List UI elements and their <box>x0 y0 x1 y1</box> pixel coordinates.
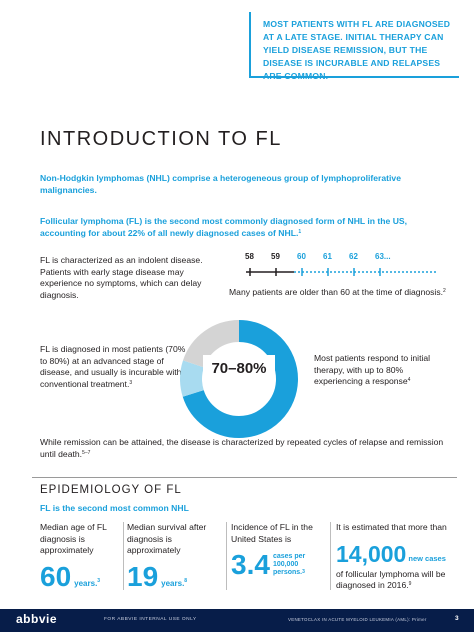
stat-incidence <box>231 522 323 579</box>
page-number: 3 <box>455 615 459 622</box>
stat-new-cases-text-after: of follicular lymphoma will be diagnosed in 2016.$^9$ <box>336 568 446 590</box>
stat-new-cases <box>336 522 458 592</box>
nhl-statement: Non-Hodgkin lymphomas (NHL) comprise a heterogeneous group of lymphoproliferative malignancies. <box>40 173 401 195</box>
key-message-callout <box>249 12 459 81</box>
stat-new-cases-unit: new cases <box>408 553 446 563</box>
stat-new-cases-text: It is estimated that more than <box>336 522 447 532</box>
stat-median-age-number: 60 <box>40 560 72 592</box>
stat-incidence-text: Incidence of FL in the United States is <box>231 522 313 544</box>
stat-column-divider <box>226 522 227 590</box>
abbvie-logo: abbvie <box>16 612 58 626</box>
age-tick-label: 58 <box>245 252 254 261</box>
stat-column-divider <box>123 522 124 590</box>
epidemiology-title: EPIDEMIOLOGY OF FL <box>40 484 182 496</box>
stat-median-survival-number: 19 <box>127 560 159 592</box>
age-tick-label: 61 <box>323 252 332 261</box>
age-tick-label: 63... <box>375 252 391 261</box>
stat-incidence-number: 3.4 <box>231 549 270 580</box>
footer <box>0 609 474 632</box>
donut-label: 70–80% <box>203 355 275 383</box>
stat-median-survival <box>127 522 219 591</box>
stat-column-divider <box>330 522 331 590</box>
stat-new-cases-number: 14,000 <box>336 540 407 567</box>
response-text: Most patients respond to initial therapy, with up to 80% experiencing a response$^4$ <box>314 353 431 386</box>
remission-ref: 5–7 <box>82 449 91 456</box>
footer-internal-note: FOR ABBVIE INTERNAL USE ONLY <box>104 617 197 622</box>
stat-incidence-unit: cases per 100,000 persons.$^3$ <box>272 553 306 576</box>
section-divider <box>32 477 457 478</box>
response-ref: 4 <box>407 377 411 383</box>
stat-median-age-unit: years.$^3$ <box>74 577 101 588</box>
age-tick-label: 62 <box>349 252 358 261</box>
age-scale <box>240 252 440 286</box>
stat-median-survival-text: Median survival after diagnosis is approximately <box>127 522 207 555</box>
stat-median-age-text: Median age of FL diagnosis is approximately <box>40 522 107 555</box>
page-title: INTRODUCTION TO FL <box>40 128 282 150</box>
footer-document-title: VENETOCLAX IN ACUTE MYELOID LEUKEMIA (AML): Primer <box>288 617 427 622</box>
age-text: Many patients are older than 60 at the time of diagnosis.$^2$ <box>229 287 446 297</box>
remission-text: While remission can be attained, the disease is characterized by repeated cycles of relapse and remission until death.$^{5-7}$ <box>40 437 444 459</box>
stat-median-age <box>40 522 122 591</box>
diagnosis-text: FL is diagnosed in most patients (70% to 80%) at an advanced stage of disease, and usually is incurable with conventional treatment.$^3$ <box>40 344 186 389</box>
age-tick-label: 60 <box>297 252 306 261</box>
callout-text: MOST PATIENTS WITH FL ARE DIAGNOSED AT A LATE STAGE. INITIAL THERAPY CAN YIELD DISEASE REMISSION, BUT THE DISEASE IS INCURABLE AND RELAPSES ARE COMMON. <box>263 19 451 81</box>
age-scale-line <box>240 252 440 286</box>
age-tick-label: 59 <box>271 252 280 261</box>
diagnosis-ref: 3 <box>129 379 133 386</box>
stat-median-survival-unit: years.$^8$ <box>161 577 188 588</box>
epidemiology-subtitle: FL is the second most common NHL <box>40 503 189 513</box>
indolent-text: FL is characterized as an indolent disease. Patients with early stage disease may experience no symptoms, which can delay diagnosis. <box>40 255 203 300</box>
fl-statement: Follicular lymphoma (FL) is the second most commonly diagnosed form of NHL in the US, accounting for about 22% of all newly diagnosed cases of NHL.$^1$ <box>40 216 408 238</box>
fl-statement-ref: 1 <box>298 229 302 235</box>
age-ref: 2 <box>443 288 446 294</box>
